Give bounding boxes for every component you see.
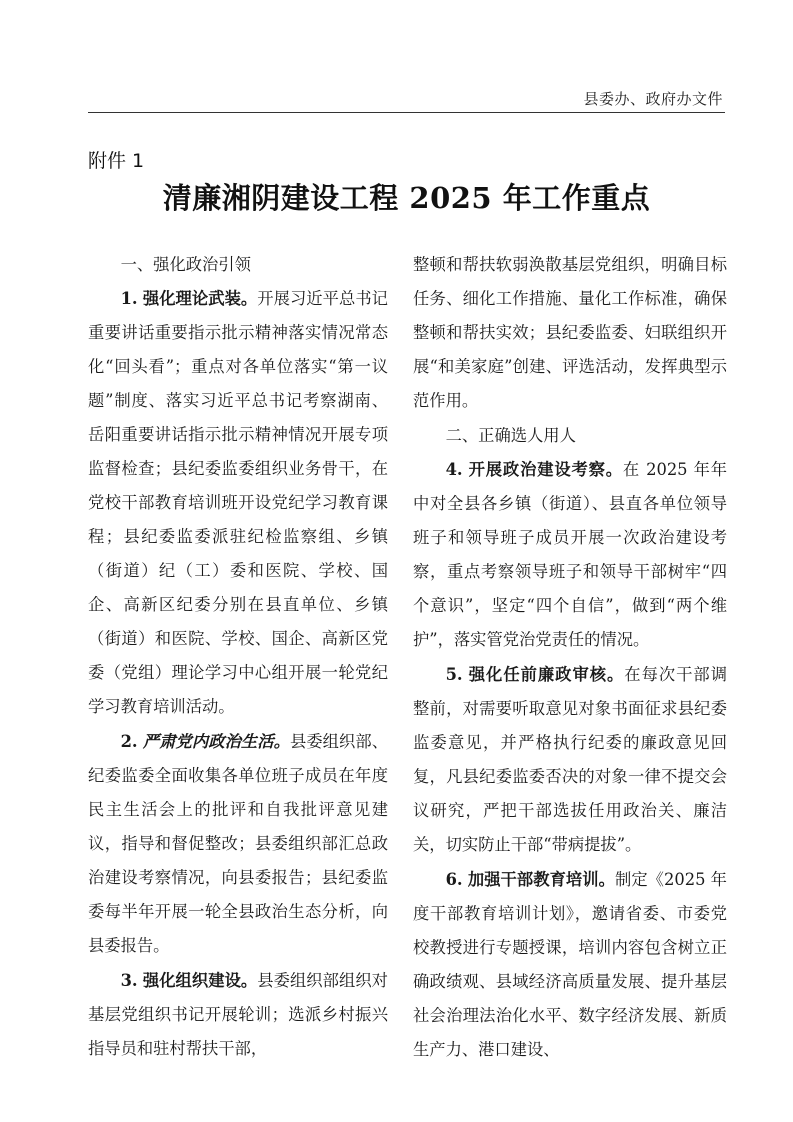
item-3-continued: 整顿和帮扶软弱涣散基层党组织，明确目标任务、细化工作措施、量化工作标准，确保整顿和帮扶实效；县纪委监委、妇联组织开展“和美家庭”创建、评选活动，发挥典型示范作用。	[413, 255, 727, 410]
item-3	[88, 964, 388, 1066]
right-column	[413, 248, 727, 1068]
item-5	[413, 658, 727, 862]
item-4	[413, 453, 727, 657]
item-number: 3.	[120, 971, 138, 990]
item-body: 县委组织部、纪委监委全面收集各单位班子成员在年度民主生活会上的批评和自我批评意见建议，指导和督促整改；县委组织部汇总政治建设考察情况，向县委报告；县纪委监委每半年开展一轮全县政治生态分析，向县委报告。	[88, 732, 388, 955]
attachment-label: 附件 1	[88, 150, 145, 172]
item-lead: 强化组织建设。	[142, 971, 258, 990]
item-number: 4.	[445, 460, 463, 479]
item-2	[88, 725, 388, 963]
item-number: 6.	[445, 870, 463, 889]
item-body: 县委组织部组织对基层党组织书记开展轮训；选派乡村振兴指导员和驻村帮扶干部，	[88, 971, 388, 1058]
item-number: 1.	[120, 289, 138, 308]
item-body: 开展习近平总书记重要讲话重要指示批示精神落实情况常态化“回头看”；重点对各单位落实“第一议题”制度、落实习近平总书记考察湖南、岳阳重要讲话指示批示精神情况开展专项监督检查；县纪委监委组织业务骨干，在党校干部教育培训班开设党纪学习教育课程；县纪委监委派驻纪检监察组、乡镇（街道）纪（工）委和医院、学校、国企、高新区纪委分别在县直单位、乡镇（街道）和医院、学校、国企、高新区党委（党组）理论学习中心组开展一轮党纪学习教育培训活动。	[88, 289, 388, 716]
item-lead: 开展政治建设考察。	[468, 460, 623, 479]
item-number: 2.	[120, 732, 138, 751]
item-number: 5.	[445, 665, 463, 684]
item-lead: 严肃党内政治生活。	[142, 732, 290, 751]
document-header-label: 县委办、政府办文件	[583, 90, 723, 108]
item-lead: 强化任前廉政审核。	[468, 665, 625, 684]
item-1	[88, 282, 388, 724]
item-lead: 强化理论武装。	[142, 289, 258, 308]
page-title: 清廉湘阴建设工程 2025 年工作重点	[162, 181, 651, 215]
left-column	[88, 248, 388, 1067]
section-heading-2: 二、正确选人用人	[445, 426, 576, 445]
header-divider	[88, 112, 725, 113]
item-body: 制定《2025 年度干部教育培训计划》，邀请省委、市委党校教授进行专题授课，培训内容包含树立正确政绩观、县域经济高质量发展、提升基层社会治理法治化水平、数字经济发展、新质生产力、港口建设、	[413, 870, 727, 1059]
item-body: 在 2025 年年中对全县各乡镇（街道）、县直各单位领导班子和领导班子成员开展一次政治建设考察，重点考察领导班子和领导干部树牢“四个意识”，坚定“四个自信”，做到“两个维护”，落实管党治党责任的情况。	[413, 460, 727, 649]
section-heading-1: 一、强化政治引领	[120, 255, 251, 274]
item-6	[413, 863, 727, 1067]
item-body: 在每次干部调整前，对需要听取意见对象书面征求县纪委监委意见，并严格执行纪委的廉政意见回复，凡县纪委监委否决的对象一律不提交会议研究，严把干部选拔任用政治关、廉洁关，切实防止干部“带病提拔”。	[413, 665, 727, 854]
item-lead: 加强干部教育培训。	[467, 870, 615, 889]
